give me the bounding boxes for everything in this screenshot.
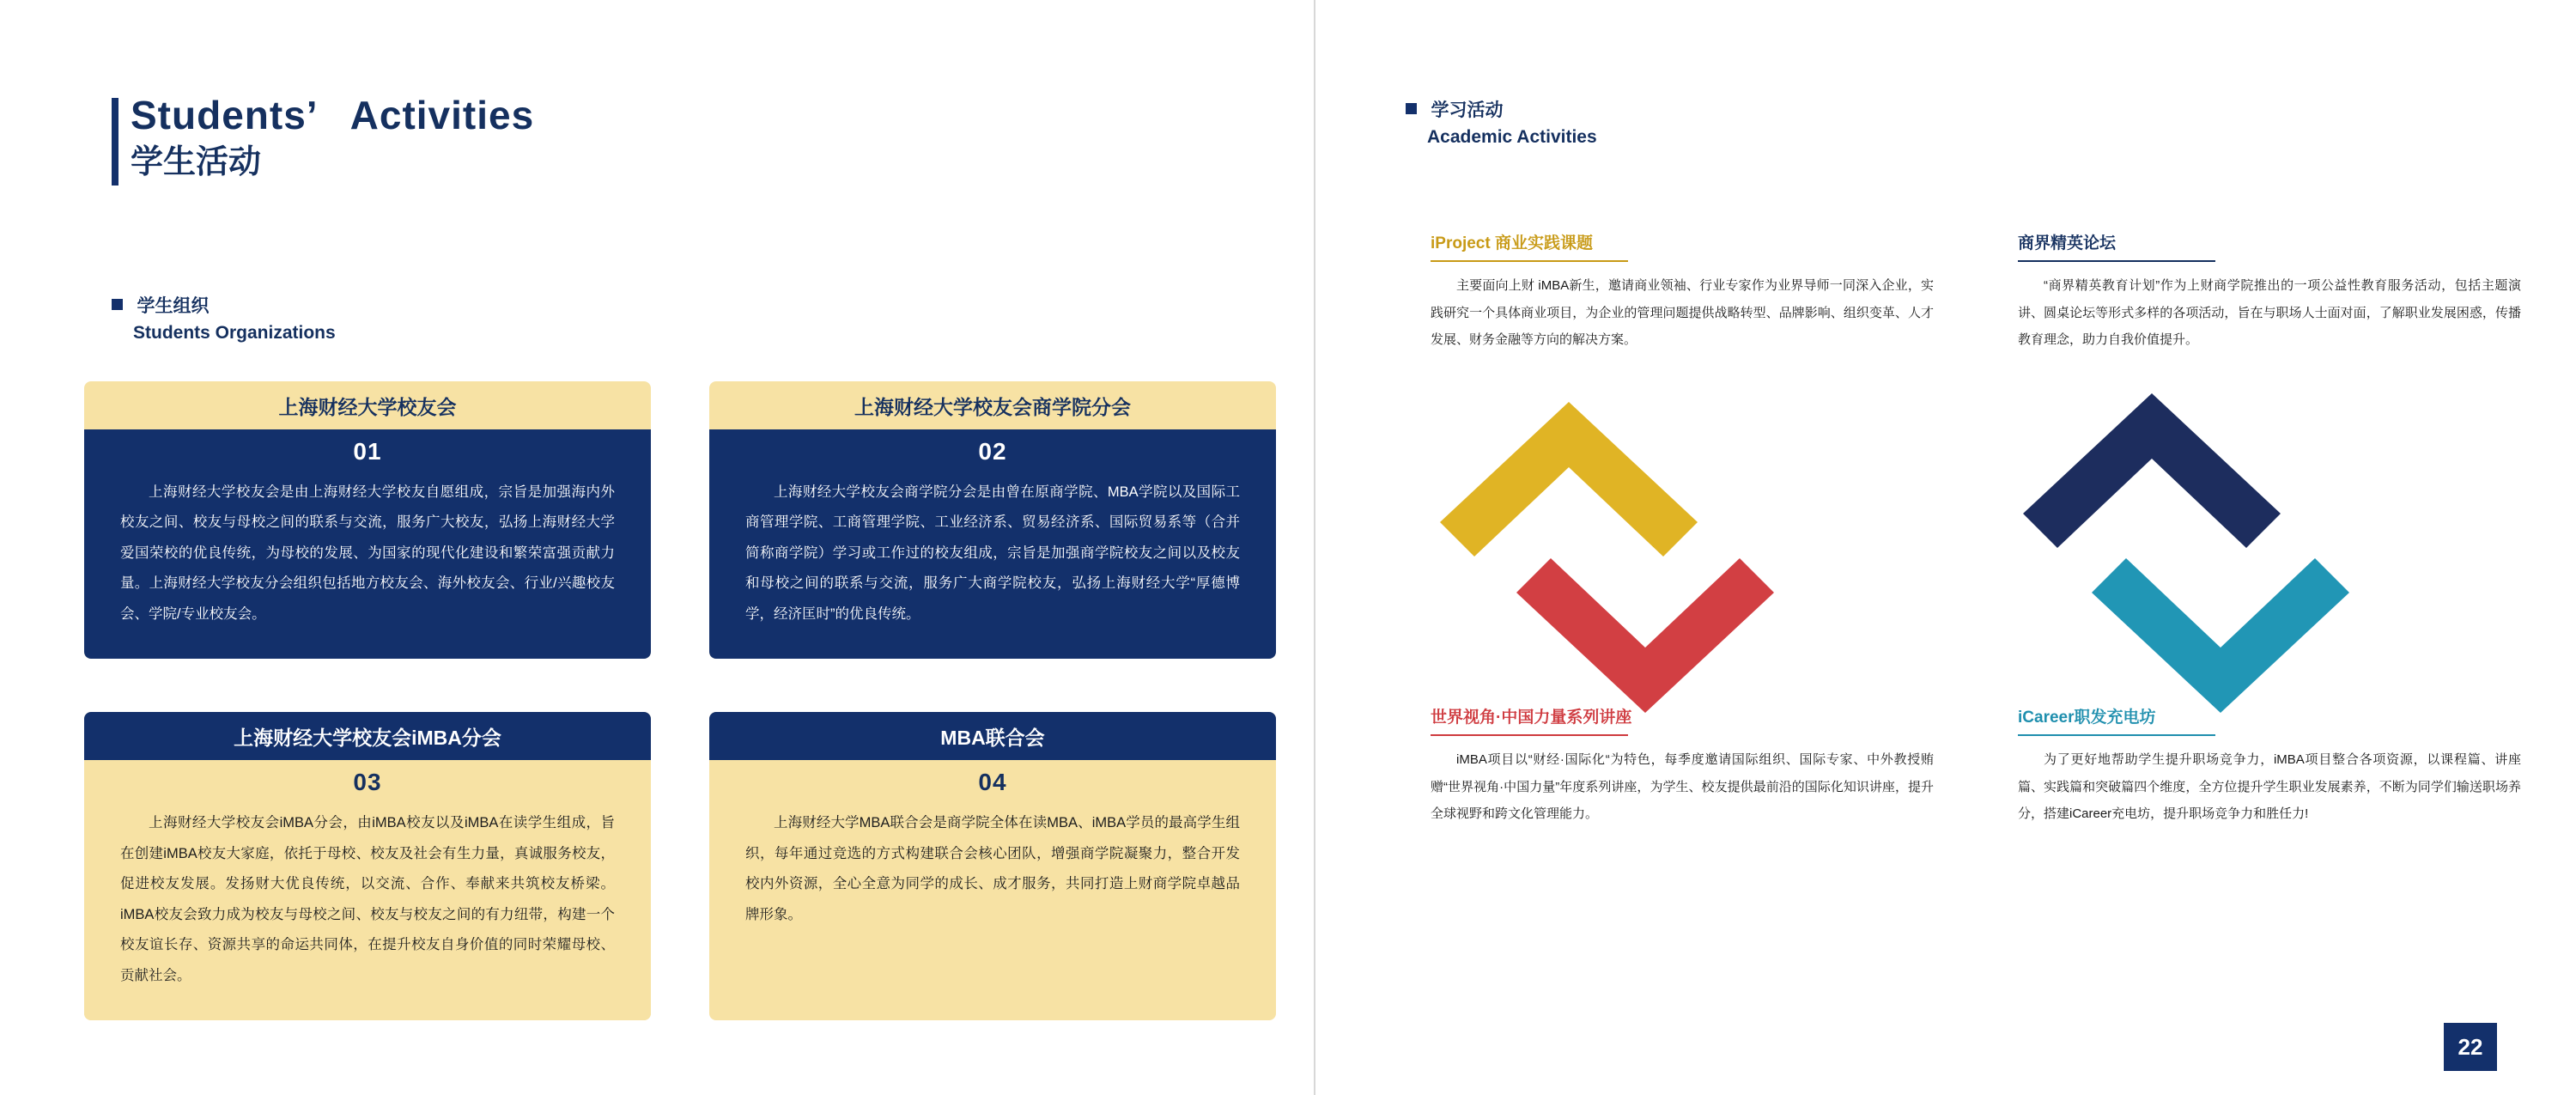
card-header: MBA联合会 [709, 712, 1276, 760]
card-body [84, 760, 651, 1020]
right-column [1315, 0, 2576, 1095]
card-header: 上海财经大学校友会iMBA分会 [84, 712, 651, 760]
topic-underline [2018, 260, 2215, 262]
bottom-topics [1431, 704, 2521, 828]
bullet-square-icon [1406, 103, 1417, 114]
page-number-badge: 22 [2444, 1023, 2497, 1071]
topic-iproject [1431, 230, 1934, 354]
card-number: 01 [353, 438, 382, 465]
page-title-cn: 学生活动 [131, 143, 262, 180]
topic-icareer [2018, 704, 2521, 828]
card-number: 02 [978, 438, 1007, 465]
chevron-down-teal-icon [2083, 558, 2358, 721]
section-heading-en: Academic Activities [1427, 127, 1597, 147]
card-header: 上海财经大学校友会商学院分会 [854, 395, 1131, 418]
card-03 [84, 712, 651, 1020]
card-header: 上海财经大学校友会 [278, 395, 457, 418]
card-04 [709, 712, 1276, 1020]
chevron-up-navy-icon [2014, 385, 2289, 548]
card-text: 上海财经大学校友会iMBA分会，由iMBA校友以及iMBA在读学生组成，旨在创建iMBA校友大家庭，依托于母校、校友及社会有生力量，真诚服务校友，促进校友发展。发扬财大优良传统，以交流、合作、奉献来共筑校友桥梁。iMBA校友会致力成为校友与母校之间、校友与校友之间的有力纽带，构建一个校友谊长存、资源共享的命运共同体，在提升校友自身价值的同时荣耀母校、贡献社会。 [120, 815, 615, 983]
card-01 [84, 381, 651, 659]
card-body [84, 429, 651, 659]
section-heading-cn: 学生组织 [137, 296, 210, 316]
topic-underline [1431, 260, 1628, 262]
academic-activities-heading [1406, 96, 1597, 148]
section-heading-en: Students Organizations [133, 323, 336, 343]
topic-title: iProject 商业实践课题 [1431, 234, 1593, 252]
top-topics [1431, 230, 2521, 354]
card-text: 上海财经大学MBA联合会是商学院全体在读MBA、iMBA学员的最高学生组织，每年通过竞选的方式构建联合会核心团队，增强商学院凝聚力，整合开发校内外资源，全心全意为同学的成长、成才服务，共同打造上财商学院卓越品牌形象。 [745, 815, 1240, 922]
chevron-down-red-icon [1508, 558, 1783, 721]
organization-cards [84, 381, 1278, 1020]
page-title [112, 93, 534, 184]
topic-business-elite-forum [2018, 230, 2521, 354]
card-02 [709, 381, 1276, 659]
section-heading-cn: 学习活动 [1431, 100, 1504, 120]
topic-title: iCareer职发充电坊 [2018, 709, 2156, 727]
card-text: 上海财经大学校友会商学院分会是由曾在原商学院、MBA学院以及国际工商管理学院、工商管理学院、工业经济系、贸易经济系、国际贸易系等（合并简称商学院）学习或工作过的校友组成，宗旨是加强商学院校友之间以及校友和母校之间的联系与交流，服务广大商学院校友，弘扬上海财经大学“厚德博学，经济匡时”的优良传统。 [745, 484, 1240, 622]
topic-text: “商界精英教育计划”作为上财商学院推出的一项公益性教育服务活动，包括主题演讲、圆桌论坛等形式多样的各项活动，旨在与职场人士面对面，了解职业发展困惑，传播教育理念，助力自我价值提升。 [2018, 278, 2521, 347]
topic-global-perspective-lectures [1431, 704, 1934, 828]
chevron-up-gold-icon [1431, 393, 1706, 557]
topic-underline [2018, 734, 2215, 736]
topic-text: 主要面向上财 iMBA新生，邀请商业领袖、行业专家作为业界导师一同深入企业，实践研究一个具体商业项目，为企业的管理问题提供战略转型、品牌影响、组织变革、人才发展、财务金融等方向的解决方案。 [1431, 278, 1934, 347]
topic-title: 商界精英论坛 [2018, 234, 2117, 252]
topic-underline [1431, 734, 1628, 736]
card-text: 上海财经大学校友会是由上海财经大学校友自愿组成，宗旨是加强海内外校友之间、校友与母校之间的联系与交流，服务广大校友，弘扬上海财经大学爱国荣校的优良传统，为母校的发展、为国家的现代化建设和繁荣富强贡献力量。上海财经大学校友分会组织包括地方校友会、海外校友会、行业/兴趣校友会、学院/专业校友会。 [120, 484, 615, 622]
card-number: 04 [978, 769, 1007, 796]
topic-text: 为了更好地帮助学生提升职场竞争力，iMBA项目整合各项资源，以课程篇、讲座篇、实践篇和突破篇四个维度，全方位提升学生职业发展素养，不断为同学们输送职场养分，搭建iCareer充电坊，提升职场竞争力和胜任力! [2018, 752, 2521, 821]
students-organizations-heading [112, 292, 336, 344]
bullet-square-icon [112, 299, 123, 310]
chevron-graphics [1431, 404, 2521, 696]
title-accent-bar [112, 98, 118, 186]
topic-text: iMBA项目以“财经·国际化“为特色，每季度邀请国际组织、国际专家、中外教授贿赠“世界视角·中国力量”年度系列讲座，为学生、校友提供最前沿的国际化知识讲座，提升全球视野和跨文化管理能力。 [1431, 752, 1934, 821]
page-title-en: Students’ Activities [131, 93, 535, 137]
topic-title: 世界视角·中国力量系列讲座 [1431, 709, 1632, 727]
card-body [709, 760, 1276, 959]
card-number: 03 [353, 769, 382, 796]
card-body [709, 429, 1276, 659]
